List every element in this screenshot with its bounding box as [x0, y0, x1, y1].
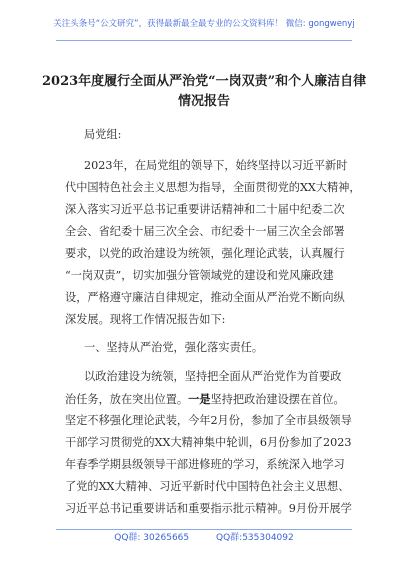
paragraph-line: 坚定不移强化理论武装，今年2月份，参加了全市县级领导	[65, 414, 352, 427]
emphasis-text: 一是	[188, 392, 211, 406]
paragraph-text: 治任务，放在突出位置。	[65, 393, 189, 406]
section-heading: 一、坚持从严治党，强化落实责任。	[84, 341, 264, 354]
paragraph-line: “一岗双责”，切实加强分管领域党的建设和党风廉政建	[65, 269, 334, 282]
footer-qq-group-1: QQ群: 30265665	[114, 533, 190, 543]
paragraph-line: 习近平总书记重要讲话和重要指示批示精神。9月份开展学	[65, 502, 352, 515]
paragraph-line: 了党的XX大精神、习近平新时代中国特色社会主义思想、	[65, 480, 350, 493]
paragraph-line: 设，严格遵守廉洁自律规定，推动全面从严治党不断向纵	[65, 291, 345, 304]
paragraph-line-mixed	[65, 391, 345, 408]
footer-divider	[56, 529, 352, 530]
paragraph-line: 年春季学期县级领导干部进修班的学习，系统深入地学习	[65, 458, 345, 471]
paragraph-line: 代中国特色社会主义思想为指导，全面贯彻党的XX大精神，	[65, 181, 361, 194]
paragraph-line: 2023年，在局党组的领导下，始终坚持以习近平新时	[84, 159, 348, 172]
paragraph-line: 深发展。现将工作情况报告如下:	[65, 313, 226, 326]
footer	[0, 532, 408, 544]
paragraph-text: 坚持把政治建设摆在首位。	[210, 393, 345, 406]
paragraph-line: 要求，以党的政治建设为统领，强化理论武装，认真履行	[65, 247, 345, 260]
paragraph-line: 全会、省纪委十届三次全会、市纪委十一届三次全会部署	[65, 225, 345, 238]
salutation: 局党组:	[84, 128, 122, 141]
paragraph-line: 以政治建设为统领，坚持把全面从严治党作为首要政	[84, 370, 342, 383]
footer-qq-group-2: QQ群:535304092	[216, 533, 294, 543]
document-title-line-1: 2023年度履行全面从严治党“一岗双责”和个人廉洁自律	[42, 74, 367, 89]
document-title-line-2: 情况报告	[177, 94, 230, 109]
header-divider	[56, 40, 352, 41]
paragraph-line: 干部学习贯彻党的XX大精神集中轮训，6月份参加了2023	[65, 436, 352, 449]
paragraph-line: 深入落实习近平总书记重要讲话精神和二十届中纪委二次	[65, 203, 345, 216]
header-note: 关注头条号“公文研究”，获得最新最全最专业的公文资料库！ 微信: gongwenyj	[53, 19, 355, 29]
